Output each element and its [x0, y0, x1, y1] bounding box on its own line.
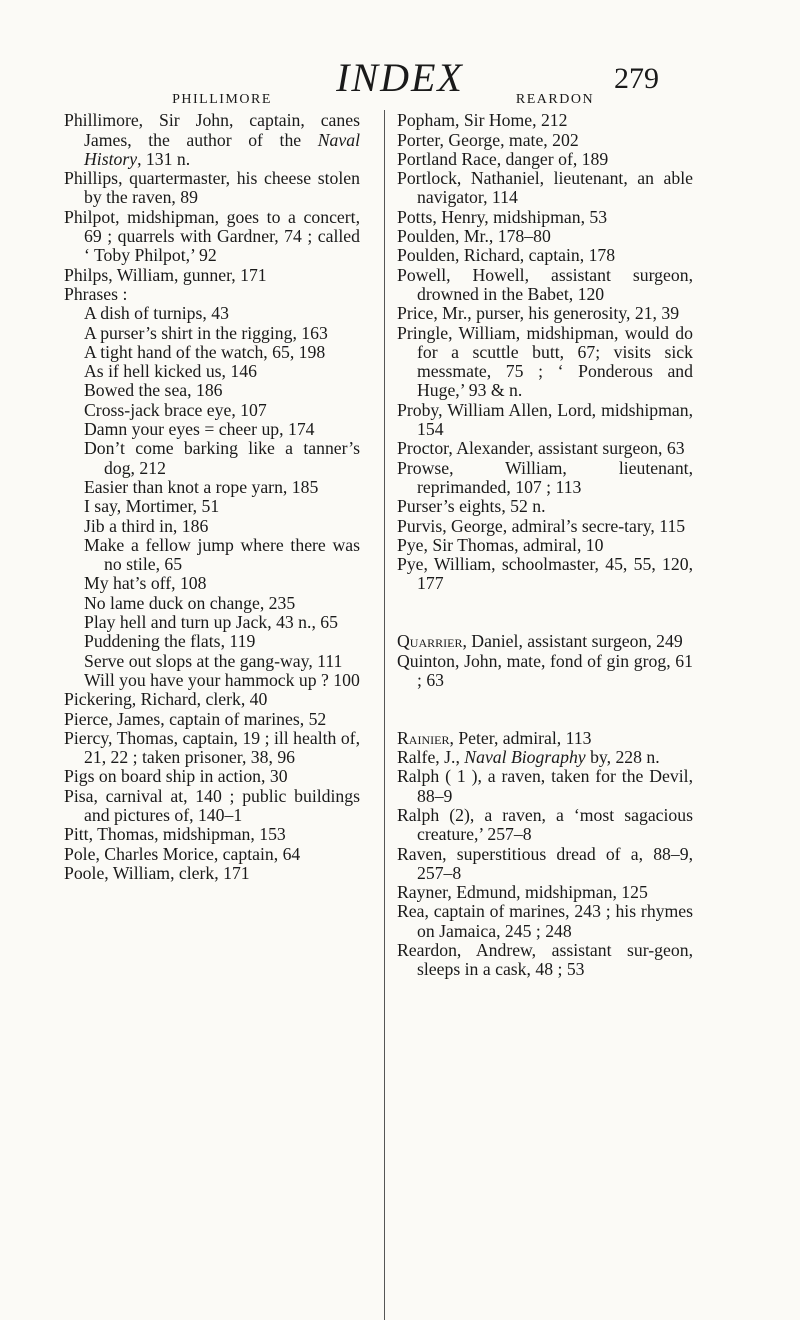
index-entry: Pisa, carnival at, 140 ; public buildings and pictures of, 140–1	[64, 785, 360, 825]
index-entry: Quarrier, Daniel, assistant surgeon, 249	[397, 631, 683, 652]
phrase-subentry: A tight hand of the watch, 65, 198	[84, 341, 326, 362]
index-entry: Prowse, William, lieutenant, reprimanded, 107 ; 113	[397, 457, 693, 497]
index-entry: Proctor, Alexander, assistant surgeon, 63	[397, 438, 685, 459]
index-entry: Poulden, Mr., 178–80	[397, 226, 551, 247]
index-entry: Phillips, quartermaster, his cheese stolen by the raven, 89	[64, 168, 360, 208]
index-entry: Piercy, Thomas, captain, 19 ; ill health of, 21, 22 ; taken prisoner, 38, 96	[64, 727, 360, 768]
index-entry: Quinton, John, mate, fond of gin grog, 61 ; 63	[397, 650, 693, 690]
index-entry: Price, Mr., purser, his generosity, 21, 39	[397, 303, 680, 324]
running-title: INDEX	[336, 55, 464, 100]
index-entry: Poole, William, clerk, 171	[64, 862, 250, 883]
phrase-subentry: Bowed the sea, 186	[84, 380, 223, 401]
column-headword: REARDON	[515, 92, 595, 107]
index-entry: Pye, William, schoolmaster, 45, 55, 120, 177	[397, 554, 693, 594]
index-entry: Pierce, James, captain of marines, 52	[64, 708, 327, 729]
letter-section-gap	[397, 613, 693, 632]
index-column-left	[64, 90, 360, 883]
page-number: 279	[614, 62, 659, 95]
index-column-right	[397, 90, 693, 980]
phrase-subentry: A purser’s shirt in the rigging, 163	[84, 322, 328, 343]
index-entry: Phrases :	[64, 283, 128, 304]
phrase-subentry: Easier than knot a rope yarn, 185	[84, 476, 319, 497]
index-entry: Reardon, Andrew, assistant sur-geon, sleeps in a cask, 48 ; 53	[397, 940, 693, 980]
phrase-subentry: Make a fellow jump where there was no stile, 65	[84, 534, 360, 575]
index-entry: Pole, Charles Morice, captain, 64	[64, 843, 301, 864]
phrase-subentry: Serve out slops at the gang-way, 111	[84, 650, 343, 671]
index-entry: Proby, William Allen, Lord, midshipman, 154	[397, 399, 693, 440]
letter-section-gap	[397, 690, 693, 709]
index-entry: Pitt, Thomas, midshipman, 153	[64, 824, 286, 845]
phrase-subentry: As if hell kicked us, 146	[84, 361, 257, 382]
index-entry: Purser’s eights, 52 n.	[397, 496, 546, 517]
phrase-subentry: Damn your eyes = cheer up, 174	[84, 419, 315, 440]
index-entry: Rayner, Edmund, midshipman, 125	[397, 882, 648, 903]
index-entry: Philpot, midshipman, goes to a concert, 69 ; quarrels with Gardner, 74 ; called ‘ Toby Philpot,’ 92	[64, 206, 360, 266]
phrase-subentry: My hat’s off, 108	[84, 573, 207, 594]
letter-section-gap	[397, 710, 693, 729]
index-entry: Potts, Henry, midshipman, 53	[397, 206, 608, 227]
index-entry: Rea, captain of marines, 243 ; his rhymes on Jamaica, 245 ; 248	[397, 901, 693, 941]
index-entry: Purvis, George, admiral’s secre-tary, 115	[397, 515, 686, 536]
phrase-subentry: Cross-jack brace eye, 107	[84, 399, 267, 420]
column-divider	[384, 110, 385, 1320]
phrase-subentry: Jib a third in, 186	[84, 515, 209, 536]
index-entry: Rainier, Peter, admiral, 113	[397, 727, 592, 748]
column-headword: PHILLIMORE	[172, 92, 272, 107]
index-entry: Ralph ( 1 ), a raven, taken for the Devil, 88–9	[397, 766, 693, 806]
phrase-subentry: I say, Mortimer, 51	[84, 496, 220, 517]
index-entry: Portland Race, danger of, 189	[397, 148, 609, 169]
phrase-subentry: Will you have your hammock up ? 100	[84, 669, 360, 690]
index-entry: Popham, Sir Home, 212	[397, 110, 568, 131]
phrase-subentry: Puddening the flats, 119	[84, 631, 256, 652]
phrase-subentry: Play hell and turn up Jack, 43 n., 65	[84, 612, 338, 633]
index-entry: Ralph (2), a raven, a ‘most sagacious creature,’ 257–8	[397, 804, 693, 845]
index-entry: Porter, George, mate, 202	[397, 129, 579, 150]
phrase-subentry: No lame duck on change, 235	[84, 592, 296, 613]
index-entry: Philps, William, gunner, 171	[64, 264, 267, 285]
index-entry: Pye, Sir Thomas, admiral, 10	[397, 534, 604, 555]
index-entry: Pringle, William, midshipman, would do for a scuttle butt, 67; visits sick messmate, 75 ; ‘ Ponderous and Huge,’ 93 & n.	[397, 322, 693, 401]
index-entry: Ralfe, J., Naval Biography by, 228 n.	[397, 747, 660, 768]
index-entry: Phillimore, Sir John, captain, canes James, the author of the Naval History, 131 n.	[64, 110, 360, 169]
phrase-subentry: A dish of turnips, 43	[84, 303, 229, 324]
index-entry: Pigs on board ship in action, 30	[64, 766, 288, 787]
index-entry: Pickering, Richard, clerk, 40	[64, 689, 268, 710]
letter-section-gap	[397, 594, 693, 613]
index-entry: Portlock, Nathaniel, lieutenant, an able navigator, 114	[397, 168, 693, 208]
index-entry: Powell, Howell, assistant surgeon, drowned in the Babet, 120	[397, 264, 693, 304]
index-entry: Raven, superstitious dread of a, 88–9, 257–8	[397, 843, 693, 883]
phrase-subentry: Don’t come barking like a tanner’s dog, 212	[84, 438, 360, 478]
index-entry: Poulden, Richard, captain, 178	[397, 245, 616, 266]
